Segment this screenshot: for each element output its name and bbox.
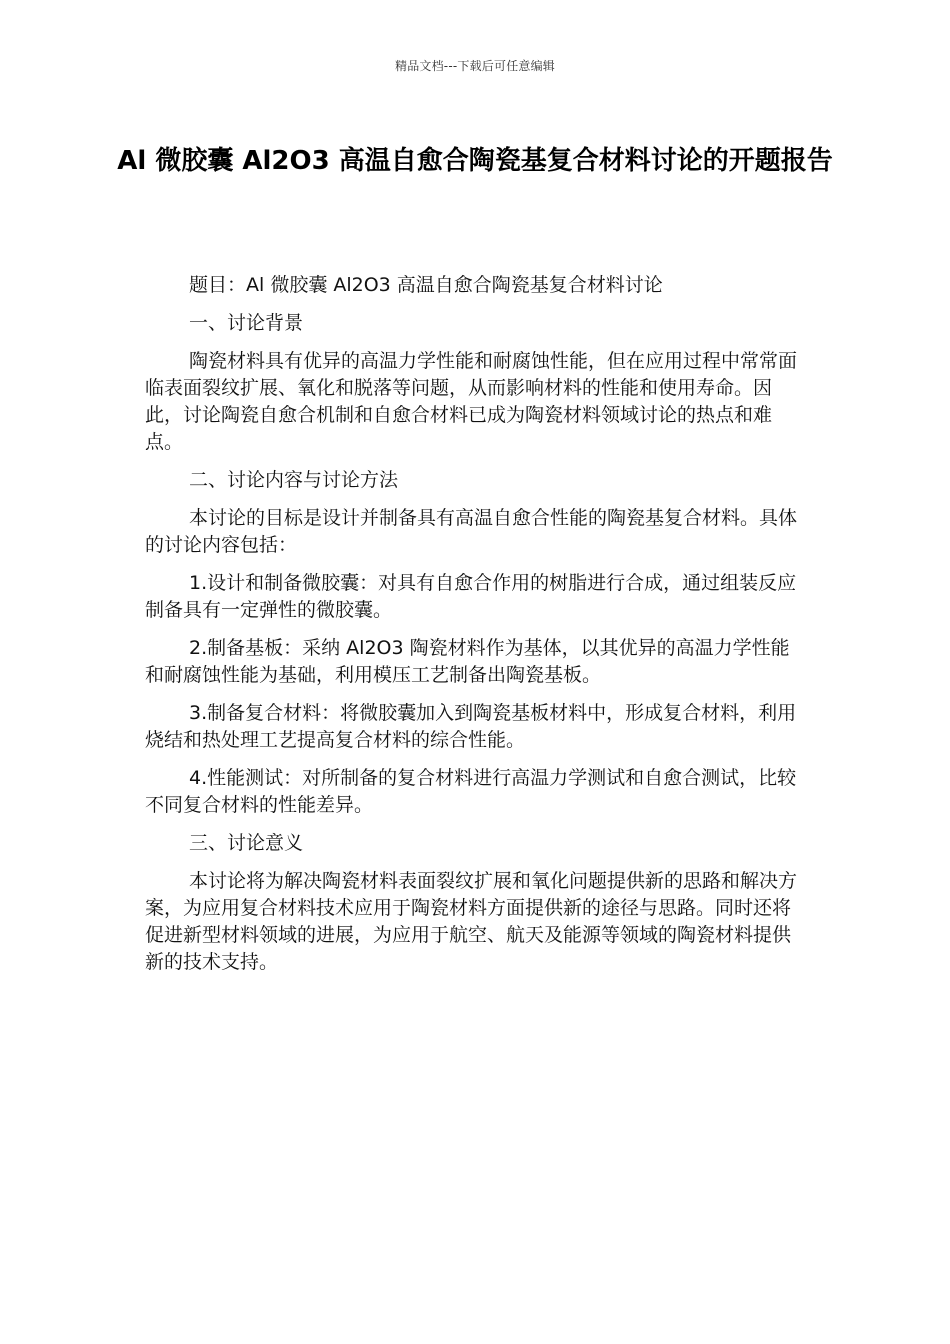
document-body [145, 272, 805, 987]
list-item-testing: 4.性能测试：对所制备的复合材料进行高温力学测试和自愈合测试，比较不同复合材料的性能差异。 [145, 767, 797, 816]
heading-significance: 三、讨论意义 [189, 832, 304, 854]
list-item-substrate: 2.制备基板：采纳 Al2O3 陶瓷材料作为基体，以其优异的高温力学性能和耐腐蚀性能为基础，利用模压工艺制备出陶瓷基板。 [145, 637, 790, 686]
paragraph-goal: 本讨论的目标是设计并制备具有高温自愈合性能的陶瓷基复合材料。具体的讨论内容包括： [145, 507, 798, 556]
paragraph-significance: 本讨论将为解决陶瓷材料表面裂纹扩展和氧化问题提供新的思路和解决方案，为应用复合材料技术应用于陶瓷材料方面提供新的途径与思路。同时还将促进新型材料领域的进展，为应用于航空、航天及能源等领域的陶瓷材料提供新的技术支持。 [145, 870, 798, 973]
heading-background: 一、讨论背景 [189, 312, 304, 334]
document-title: Al 微胶囊 Al2O3 高温自愈合陶瓷基复合材料讨论的开题报告 [117, 146, 833, 176]
paragraph-background: 陶瓷材料具有优异的高温力学性能和耐腐蚀性能，但在应用过程中常常面临表面裂纹扩展、氧化和脱落等问题，从而影响材料的性能和使用寿命。因此，讨论陶瓷自愈合机制和自愈合材料已成为陶瓷材料领域讨论的热点和难点。 [145, 350, 798, 453]
paragraph-subject: 题目：Al 微胶囊 Al2O3 高温自愈合陶瓷基复合材料讨论 [189, 274, 663, 296]
list-item-composite: 3.制备复合材料：将微胶囊加入到陶瓷基板材料中，形成复合材料，利用烧结和热处理工艺提高复合材料的综合性能。 [145, 702, 797, 751]
header-note: 精品文档---下载后可任意编辑 [395, 59, 555, 73]
heading-content-methods: 二、讨论内容与讨论方法 [189, 469, 399, 491]
list-item-microcapsule: 1.设计和制备微胶囊：对具有自愈合作用的树脂进行合成，通过组装反应制备具有一定弹性的微胶囊。 [145, 572, 797, 621]
